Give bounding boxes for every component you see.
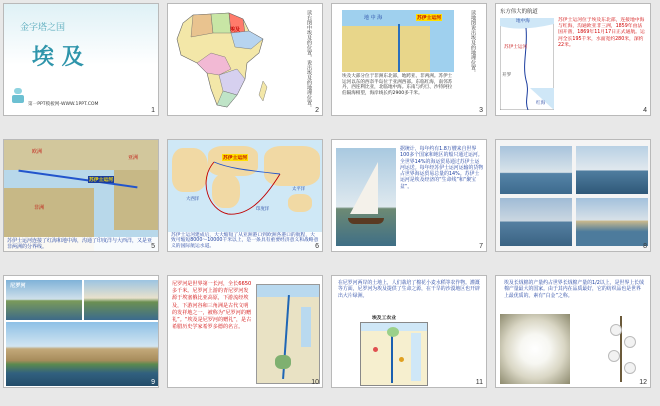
slide-thumbnail-5[interactable] [3,139,159,252]
sailboat-photo [336,148,396,246]
slide-number: 8 [643,243,647,250]
footer-text: 第一PPT模板网-WWW.1PPT.COM [28,102,99,107]
canal-photo-1 [500,146,572,194]
egypt-map-label: 埃及 [230,27,241,33]
body-text: 埃及大部分位于非洲东北部，地跨亚、非两洲。苏伊士运河以东的西奈半岛位于亚洲西部。东临红海，南邻苏丹，西连利比亚，北临地中海。东南与约旦、沙特阿拉伯隔海相望，海岸线长约2900多千米。 [342,74,453,96]
cotton-photo [500,314,570,384]
slide-thumbnail-11[interactable] [331,275,487,388]
asia-land [114,170,159,230]
title-big: 埃 及 [32,44,84,70]
nile-river [398,24,400,72]
caption-text: 苏伊士运河建成后，大大缩短了从亚洲港口到欧洲各港口的航程，大致可缩短8000～10000千米以上，是一条具有重要经济意义和战略意义的国际航运水道。 [168,232,322,251]
body-text: 尼罗河是世界第一长河，全长6650多千米。尼罗河上游的青尼罗河发源于埃塞俄比亚高原，下游流经埃及，下游河谷和三角洲是古代文明的发祥地之一，被称为“尼罗河的赠礼”。“埃及是尼罗河的赠礼”，是古希腊历史学家希罗多德的名言。 [172,281,252,331]
canal-map [500,18,554,110]
slide-thumbnail-3[interactable] [331,3,487,116]
region-atlantic: 大西洋 [186,197,200,202]
region-indian: 印度洋 [256,207,270,212]
slide-number: 1 [151,107,155,114]
sea-top-label: 地中海 [516,19,530,24]
slide-number: 10 [311,379,319,386]
sea-bottom-label: 红海 [536,101,546,106]
slide-number: 2 [315,107,319,114]
region-asia: 亚洲 [128,155,139,161]
canal-photo-3 [500,198,572,246]
caption-text: 苏伊士运河连接了红海和地中海，沟通了印度洋与大西洋，又是亚非两洲的分界线。 [4,237,158,251]
cotton-plant-photo [596,316,646,382]
canal-label: 苏伊士运河 [223,156,247,161]
canal-label: 苏伊士运河 [417,16,441,21]
canal-photo-4 [576,198,648,246]
robot-icon [12,88,24,104]
body-text: 据统计，每年约有1.8万艘来自世界100多个国家和地区的船只通过运河。全世界14%的海运贸易通过苏伊士运河运送。每年经苏伊士运河运输的货物占世界海运贸易总量的14%。苏伊士运河是埃及经济的“生命线”和“聚宝盆”。 [400,146,484,190]
canal-label: 苏伊士运河 [89,178,113,183]
sea-label: 地 中 海 [364,15,383,21]
slide-number: 3 [479,107,483,114]
slide-thumbnail-10[interactable] [167,275,323,388]
region-europe: 欧洲 [32,149,43,155]
slide-thumbnail-4[interactable] [495,3,651,116]
question-text: 读地图说出埃及的地理位置。 [470,10,476,75]
slide-title: 东方伟大的航道 [500,9,538,15]
slide-thumbnail-12[interactable] [495,275,651,388]
canal-label: 苏伊士运河 [504,45,527,50]
body-text: 埃及长绒棉的产量约占世界长绒棉产量的1/2以上，是世界上长绒棉产量最大的国家。由于其内在品质最好，它的纺织品也是世界上最优质的。素有“白金”之称。 [504,280,644,299]
slide-thumbnail-1[interactable] [3,3,159,116]
slide-number: 5 [151,243,155,250]
nile-photo-2 [84,280,158,320]
slide-thumbnail-6[interactable] [167,139,323,252]
industry-map-title: 埃及工农业 [372,316,396,321]
question-text: 读右图中埃及的位置，说出埃及的地理位置。 [306,10,312,110]
slide-thumbnail-8[interactable] [495,139,651,252]
nile-basin-map [256,284,320,384]
slide-thumbnail-2[interactable] [167,3,323,116]
slide-number: 9 [151,379,155,386]
city-label: 开罗 [502,73,512,78]
body-text: 苏伊士运河位于埃及东北部，连接地中海与红海，沟通欧亚非三洲，1859年由法国开凿，1869年11月17日正式通航。运河全长195千米，水面宽约280米，深约22米。 [558,18,645,48]
slide-number: 7 [479,243,483,250]
nile-photo-3 [6,322,158,386]
industry-map [360,322,428,386]
nile-label: 尼罗河 [10,283,26,289]
body-text: 在尼罗河两岸的土地上，人们栽培了棉花小麦水稻等农作物。灌溉等方面，尼罗河为埃及提供了生命之源，在干旱的沙漠地区也开辟出大片绿洲。 [338,280,480,299]
title-small: 金字塔之国 [20,23,66,33]
red-sea [430,26,454,72]
slide-thumbnail-7[interactable] [331,139,487,252]
region-africa: 非洲 [34,205,45,211]
slide-number: 4 [643,107,647,114]
slide-number: 12 [639,379,647,386]
africa-map [171,9,271,113]
slide-number: 6 [315,243,319,250]
slide-thumbnail-9[interactable] [3,275,159,388]
canal-photo-2 [576,146,648,194]
region-pacific: 太平洋 [292,187,306,192]
world-map [168,140,323,222]
slide-number: 11 [475,379,483,386]
